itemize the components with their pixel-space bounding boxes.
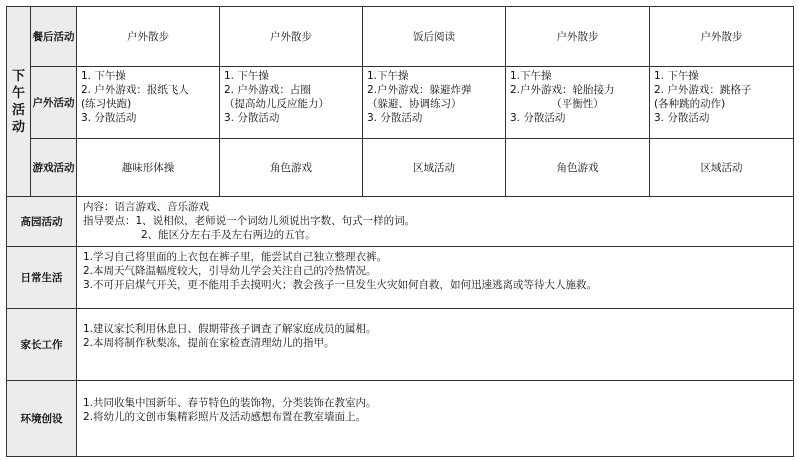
row-games	[7, 139, 794, 197]
garden-line: 指导要点：1、说相似，老师说一个词幼儿须说出字数、句式一样的词。	[83, 215, 416, 227]
garden-content	[77, 197, 794, 247]
schedule-wrapper	[6, 6, 793, 458]
daily-line: 1.学习自己将里面的上衣包在裤子里，能尝试自己独立整理衣裤。	[83, 251, 388, 263]
after-meal-fri: 户外散步	[650, 7, 794, 67]
outdoor-line: （提高幼儿反应能力）	[224, 98, 329, 110]
outdoor-line: 2. 户外游戏：报纸飞人	[81, 84, 189, 96]
environment-label: 环境创设	[7, 381, 77, 457]
after-meal-tue: 户外散步	[220, 7, 363, 67]
daily-content	[77, 247, 794, 309]
row-garden	[7, 197, 794, 247]
environment-line: 2.将幼儿的文创市集精彩照片及活动感想布置在教室墙面上。	[83, 411, 367, 423]
row-outdoor	[7, 67, 794, 139]
environment-line: 1.共同收集中国新年、春节特色的装饰物，分类装饰在教室内。	[83, 397, 377, 409]
outdoor-line: 1.下午操	[510, 70, 552, 82]
outdoor-line: 1.下午操	[367, 70, 409, 82]
outdoor-line: (各种跳的动作)	[654, 98, 726, 110]
garden-label: 高园活动	[7, 197, 77, 247]
outdoor-fri	[650, 67, 794, 139]
outdoor-line: （平衡性）	[551, 98, 604, 110]
games-thu: 角色游戏	[506, 139, 650, 197]
after-meal-mon: 户外散步	[77, 7, 220, 67]
games-wed: 区域活动	[363, 139, 506, 197]
outdoor-line: 3. 分散活动	[224, 112, 280, 124]
outdoor-line: 3. 分散活动	[367, 112, 423, 124]
daily-line: 3.不可开启煤气开关，更不能用手去摸明火；教会孩子一旦发生火灾如何自救，如何迅速逃离或等待大人施救。	[83, 279, 598, 291]
weekly-schedule-table	[6, 6, 794, 457]
outdoor-line: 2. 户外游戏：跳格子	[654, 84, 752, 96]
outdoor-line: 1. 下午操	[224, 70, 269, 82]
row-parents	[7, 309, 794, 381]
outdoor-tue	[220, 67, 363, 139]
outdoor-line: 3. 分散活动	[510, 112, 566, 124]
outdoor-line: （躲避、协调练习）	[367, 98, 462, 110]
daily-line: 2.本周天气降温幅度较大，引导幼儿学会关注自己的冷热情况。	[83, 265, 377, 277]
parents-line: 1.建议家长利用休息日、假期带孩子调查了解家庭成员的属相。	[83, 323, 377, 335]
parents-content	[77, 309, 794, 381]
outdoor-line: 2.户外游戏：躲避炸弹	[367, 84, 472, 96]
afternoon-section-label: 下午活动	[11, 68, 25, 135]
parents-line: 2.本周将制作秋梨冻，提前在家检查清理幼儿的指甲。	[83, 337, 335, 349]
daily-label: 日常生活	[7, 247, 77, 309]
outdoor-label: 户外活动	[31, 67, 77, 139]
row-after-meal	[7, 7, 794, 67]
outdoor-mon	[77, 67, 220, 139]
outdoor-line: (练习快跑)	[81, 98, 132, 110]
after-meal-thu: 户外散步	[506, 7, 650, 67]
outdoor-wed	[363, 67, 506, 139]
after-meal-wed: 饭后阅读	[363, 7, 506, 67]
outdoor-line: 3. 分散活动	[81, 112, 137, 124]
environment-content	[77, 381, 794, 457]
outdoor-line: 2.户外游戏：轮胎接力	[510, 84, 615, 96]
row-environment	[7, 381, 794, 457]
games-tue: 角色游戏	[220, 139, 363, 197]
outdoor-line: 2. 户外游戏：占圈	[224, 84, 311, 96]
after-meal-label: 餐后活动	[31, 7, 77, 67]
parents-label: 家长工作	[7, 309, 77, 381]
afternoon-section-label-cell	[7, 7, 31, 197]
outdoor-line: 1. 下午操	[81, 70, 126, 82]
row-daily	[7, 247, 794, 309]
garden-line: 2、能区分左右手及左右两边的五官。	[141, 229, 316, 241]
outdoor-line: 3. 分散活动	[654, 112, 710, 124]
games-label: 游戏活动	[31, 139, 77, 197]
games-fri: 区域活动	[650, 139, 794, 197]
outdoor-line: 1. 下午操	[654, 70, 699, 82]
outdoor-thu	[506, 67, 650, 139]
games-mon: 趣味形体操	[77, 139, 220, 197]
garden-line: 内容：语言游戏、音乐游戏	[83, 201, 209, 213]
